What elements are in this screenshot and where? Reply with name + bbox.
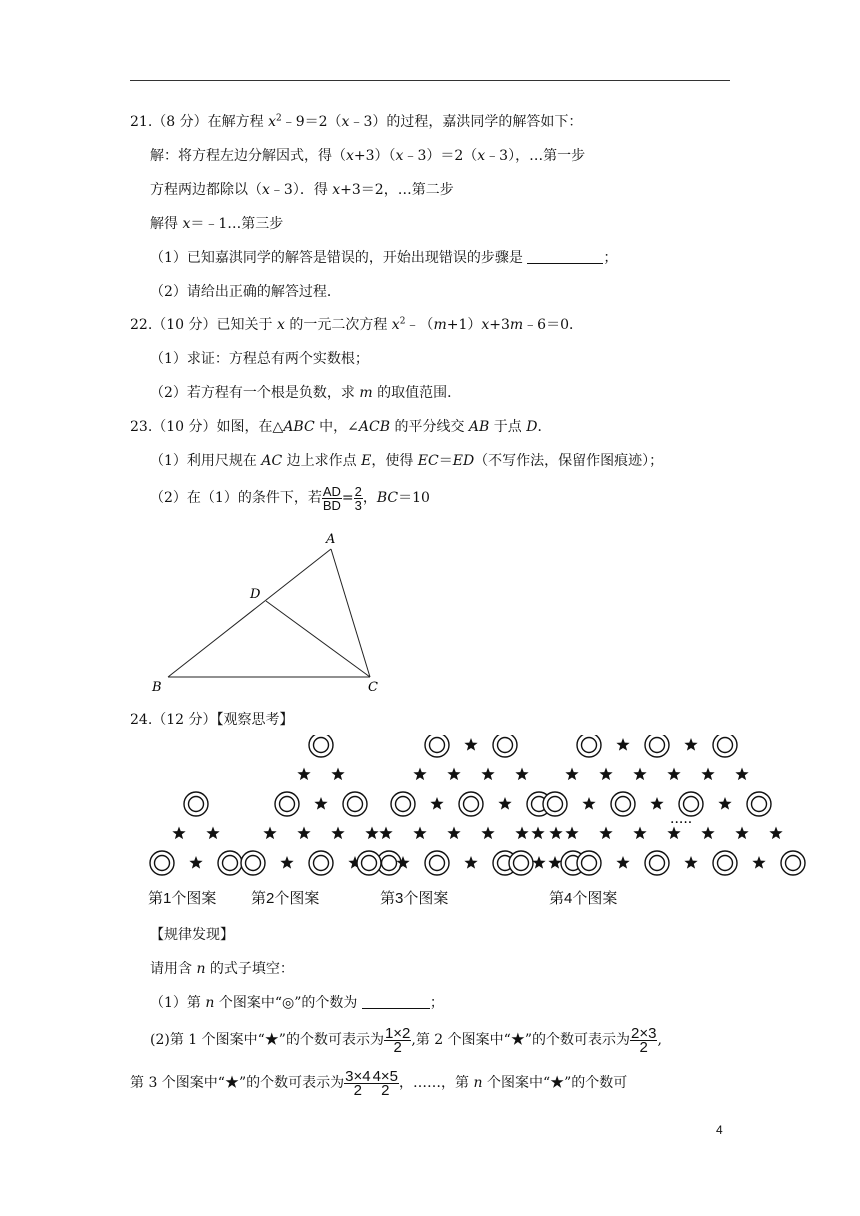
star-icon — [599, 827, 612, 840]
double-circle-icon — [543, 792, 567, 816]
header-rule — [130, 80, 730, 81]
double-circle-icon — [275, 792, 299, 816]
q22-stem: 22.（10 分）已知关于 x 的一元二次方程 $x^2﹣(m+1)x+3m﹣6=0$． — [130, 316, 584, 333]
q22-number: 22. — [130, 317, 153, 333]
q24-stem: 24.（12 分）【观察思考】 — [130, 712, 294, 728]
double-circle-icon — [391, 792, 415, 816]
q21-step2: 方程两边都除以（x﹣3）．得 x+3＝2，…第二步 — [150, 182, 454, 198]
fraction-3x4: $\frac{3\times 4}{2}$ — [345, 1067, 371, 1099]
double-circle-icon — [713, 851, 737, 875]
label-b: B — [152, 680, 162, 695]
q21-step3: 解得 x＝﹣1…第三步 — [150, 216, 284, 232]
star-icon — [616, 856, 629, 869]
star-icon — [565, 827, 578, 840]
q23-number: 23. — [130, 419, 153, 435]
pattern-figures — [0, 735, 860, 885]
star-icon — [650, 797, 663, 810]
label-c: C — [368, 680, 378, 695]
double-circle-icon — [241, 851, 265, 875]
star-icon — [616, 738, 629, 751]
star-icon — [701, 768, 714, 781]
double-circle-icon — [781, 851, 805, 875]
star-icon — [515, 827, 528, 840]
double-circle-icon — [747, 792, 771, 816]
star-icon — [189, 856, 202, 869]
star-icon — [297, 768, 310, 781]
star-icon — [263, 827, 276, 840]
caption-1: 第1个图案 — [148, 890, 217, 907]
q24-number: 24. — [130, 712, 153, 728]
star-icon — [548, 856, 561, 869]
q24-part3: 第 3 个图案中“★”的个数可表示为 $\frac{3\times 4}{2}$ $\frac{4\times 5}{2}$ ，……，第 n 个图案中“★”的个数可 — [130, 1067, 628, 1099]
star-icon — [532, 856, 545, 869]
star-icon — [531, 827, 544, 840]
star-icon — [633, 827, 646, 840]
star-icon — [447, 768, 460, 781]
star-icon — [331, 827, 344, 840]
star-icon — [379, 827, 392, 840]
star-icon — [481, 827, 494, 840]
page-number: 4 — [716, 1123, 723, 1137]
double-circle-icon — [577, 851, 601, 875]
star-icon — [481, 768, 494, 781]
q23-part2: （2）在（1）的条件下，若 $\frac{AD}{BD}$ = $\frac{2}{3}$ ，BC＝10 — [150, 483, 430, 513]
q24-part2: (2)第 1 个图案中“★”的个数可表示为 $\frac{1\times 2}{2}$ ,第 2 个图案中“★”的个数可表示为 $\frac{2\times 3}{2}$ , — [150, 1024, 662, 1056]
label-d: D — [250, 587, 261, 602]
q22-part2: （2）若方程有一个根是负数，求 m 的取值范围． — [150, 385, 462, 401]
star-icon — [633, 768, 646, 781]
caption-3: 第3个图案 — [380, 890, 449, 907]
double-circle-icon — [184, 792, 208, 816]
star-icon — [331, 768, 344, 781]
q24-part1: （1）第 n 个图案中“◎”的个数为 ； — [150, 995, 444, 1011]
fraction-2x3: $\frac{2\times 3}{2}$ — [630, 1024, 657, 1056]
fraction-4x5: $\frac{4\times 5}{2}$ — [372, 1067, 399, 1099]
q21-part1: （1）已知嘉淇同学的解答是错误的，开始出现错误的步骤是 ； — [150, 250, 618, 266]
q21-part2: （2）请给出正确的解答过程． — [150, 284, 341, 300]
star-icon — [582, 797, 595, 810]
double-circle-icon — [425, 735, 449, 757]
q21-stem: 21.（8 分）在解方程 $x^2﹣9=2(x﹣3)$的过程，嘉洪同学的解答如下： — [130, 113, 583, 130]
star-icon — [735, 768, 748, 781]
q23-part1: （1）利用尺规在 AC 边上求作点 E，使得 EC＝ED（不写作法，保留作图痕迹）； — [150, 453, 664, 469]
star-icon — [718, 797, 731, 810]
answer-blank[interactable] — [362, 994, 430, 1009]
double-circle-icon — [425, 851, 449, 875]
fraction-ad-bd: $\frac{AD}{BD}$ — [322, 483, 341, 513]
star-icon — [735, 827, 748, 840]
q23-stem: 23.（10 分）如图，在△ABC 中，∠ACB 的平分线交 AB 于点 D． — [130, 419, 552, 435]
star-icon — [447, 827, 460, 840]
star-icon — [413, 768, 426, 781]
star-icon — [565, 768, 578, 781]
star-icon — [297, 827, 310, 840]
side-ac — [331, 549, 370, 677]
star-icon — [684, 856, 697, 869]
caption-4: 第4个图案 — [549, 890, 618, 907]
star-icon — [172, 827, 185, 840]
double-circle-icon — [493, 735, 517, 757]
star-icon — [498, 797, 511, 810]
answer-blank[interactable] — [527, 249, 603, 264]
double-circle-icon — [218, 851, 242, 875]
q21-step1: 解：将方程左边分解因式，得（x+3）（x﹣3）＝2（x﹣3），…第一步 — [150, 148, 586, 164]
star-icon — [365, 827, 378, 840]
double-circle-icon — [645, 735, 669, 757]
star-icon — [280, 856, 293, 869]
double-circle-icon — [343, 792, 367, 816]
star-icon — [314, 797, 327, 810]
star-icon — [752, 856, 765, 869]
q22-part1: （1）求证：方程总有两个实数根； — [150, 351, 369, 367]
double-circle-icon — [509, 851, 533, 875]
triangle-figure — [140, 525, 400, 700]
caption-2: 第2个图案 — [251, 890, 320, 907]
star-icon — [684, 738, 697, 751]
double-circle-icon — [309, 735, 333, 757]
continuation-ellipsis: ····· — [670, 815, 693, 831]
star-icon — [769, 827, 782, 840]
star-icon — [549, 827, 562, 840]
star-icon — [413, 827, 426, 840]
star-icon — [430, 797, 443, 810]
double-circle-icon — [459, 792, 483, 816]
q21-score: （8 分） — [152, 114, 208, 130]
fraction-1x2: $\frac{1\times 2}{2}$ — [384, 1024, 411, 1056]
star-icon — [701, 827, 714, 840]
star-icon — [515, 768, 528, 781]
q24-rule-title: 【规律发现】 — [150, 927, 234, 943]
side-ab — [168, 549, 331, 677]
bisector-cd — [266, 601, 370, 677]
double-circle-icon — [679, 792, 703, 816]
fraction-2-3: $\frac{2}{3}$ — [354, 483, 362, 513]
star-icon — [464, 856, 477, 869]
star-icon — [206, 827, 219, 840]
double-circle-icon — [357, 851, 381, 875]
double-circle-icon — [150, 851, 174, 875]
double-circle-icon — [577, 735, 601, 757]
double-circle-icon — [611, 792, 635, 816]
star-icon — [667, 768, 680, 781]
star-icon — [464, 738, 477, 751]
double-circle-icon — [309, 851, 333, 875]
label-a: A — [326, 532, 336, 547]
q24-prompt: 请用含 n 的式子填空： — [150, 961, 294, 977]
star-icon — [599, 768, 612, 781]
double-circle-icon — [645, 851, 669, 875]
q21-number: 21. — [130, 114, 153, 130]
double-circle-icon — [713, 735, 737, 757]
